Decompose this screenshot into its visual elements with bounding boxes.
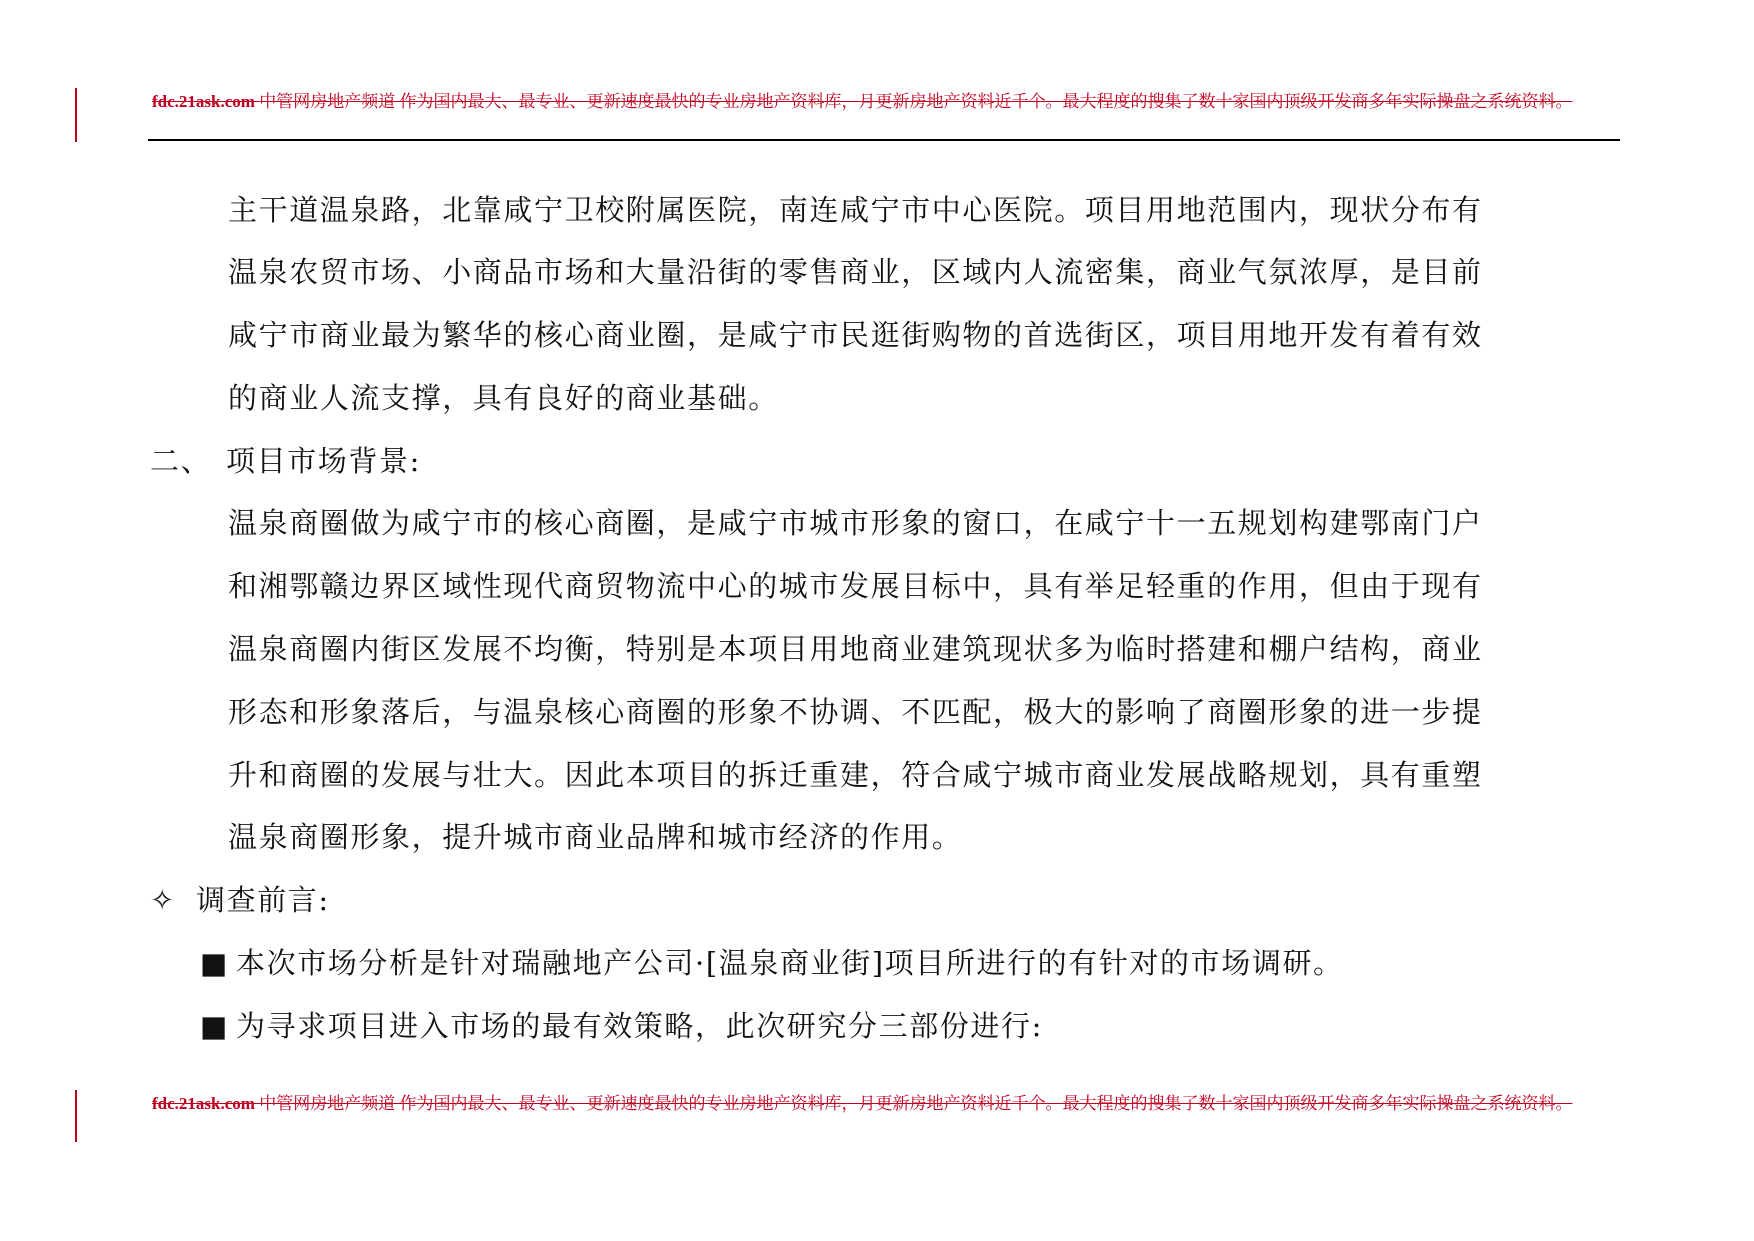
para1-line: 温泉农贸市场、小商品市场和大量沿街的零售商业，区域内人流密集，商业气氛浓厚，是目前 bbox=[228, 255, 1483, 289]
section-heading bbox=[150, 443, 421, 479]
header-banner-text: 中管网房地产频道 作为国内最大、最专业、更新速度最快的专业房地产资料库，月更新房地产资料近千个。最大程度的搜集了数十家国内顶级开发商多年实际操盘之系统资料。 bbox=[259, 92, 1573, 111]
para2-line: 温泉商圈形象，提升城市商业品牌和城市经济的作用。 bbox=[228, 820, 963, 854]
para2-line: 和湘鄂赣边界区域性现代商贸物流中心的城市发展目标中，具有举足轻重的作用，但由于现有 bbox=[228, 569, 1483, 603]
para2-line: 形态和形象落后，与温泉核心商圈的形象不协调、不匹配，极大的影响了商圈形象的进一步提 bbox=[228, 695, 1483, 729]
footer-revision-bar bbox=[75, 1090, 77, 1142]
bullet-item bbox=[200, 1008, 1043, 1044]
section-title: 项目市场背景: bbox=[226, 444, 421, 478]
section-number: 二、 bbox=[150, 444, 212, 478]
header-rule bbox=[148, 139, 1620, 141]
star-bullet-icon: ✧ bbox=[150, 883, 176, 917]
bullet-text: 本次市场分析是针对瑞融地产公司·[温泉商业街]项目所进行的有针对的市场调研。 bbox=[236, 946, 1344, 980]
header-site-link[interactable]: fdc.21ask.com bbox=[152, 92, 255, 111]
footer-site-link[interactable]: fdc.21ask.com bbox=[152, 1094, 255, 1113]
para2-line: 升和商圈的发展与壮大。因此本项目的拆迁重建，符合咸宁城市商业发展战略规划，具有重塑 bbox=[228, 758, 1483, 792]
bullet-text: 为寻求项目进入市场的最有效策略，此次研究分三部份进行: bbox=[236, 1009, 1043, 1043]
header-banner bbox=[152, 92, 1620, 112]
para1-line: 咸宁市商业最为繁华的核心商业圈，是咸宁市民逛街购物的首选街区，项目用地开发有着有效 bbox=[228, 318, 1483, 352]
bullet-item bbox=[200, 945, 1344, 981]
para2-line: 温泉商圈做为咸宁市的核心商圈，是咸宁市城市形象的窗口，在咸宁十一五规划构建鄂南门户 bbox=[228, 506, 1483, 540]
para1-line: 主干道温泉路，北靠咸宁卫校附属医院，南连咸宁市中心医院。项目用地范围内，现状分布有 bbox=[228, 193, 1483, 227]
square-bullet-icon: ■ bbox=[200, 946, 229, 980]
square-bullet-icon: ■ bbox=[200, 1009, 229, 1043]
header-revision-bar bbox=[75, 88, 77, 142]
para1-line: 的商业人流支撑，具有良好的商业基础。 bbox=[228, 381, 779, 415]
footer-banner-text: 中管网房地产频道 作为国内最大、最专业、更新速度最快的专业房地产资料库，月更新房地产资料近千个。最大程度的搜集了数十家国内顶级开发商多年实际操盘之系统资料。 bbox=[259, 1094, 1573, 1113]
footer-banner bbox=[152, 1094, 1620, 1114]
para2-line: 温泉商圈内街区发展不均衡，特别是本项目用地商业建筑现状多为临时搭建和棚户结构，商业 bbox=[228, 632, 1483, 666]
survey-title: 调查前言: bbox=[196, 883, 330, 917]
survey-heading bbox=[150, 882, 330, 918]
